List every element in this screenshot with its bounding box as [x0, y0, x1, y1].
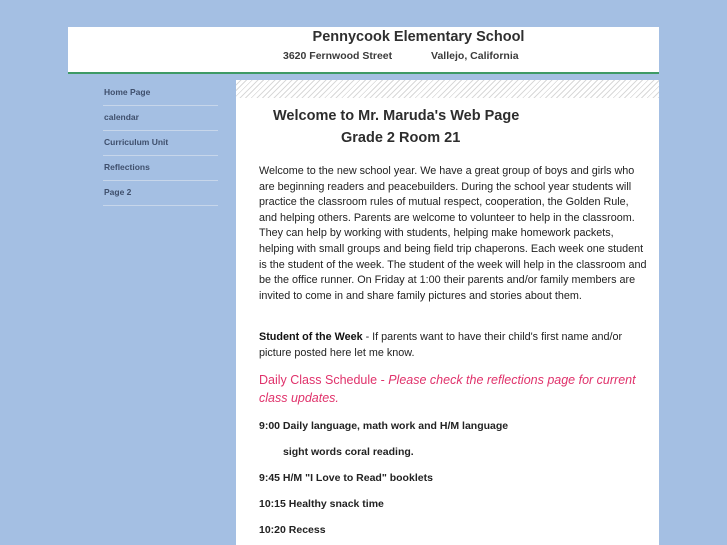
decorative-stripe-bar: [236, 80, 659, 98]
schedule-item: 9:45 H/M "I Love to Read" booklets: [259, 472, 433, 484]
schedule-heading: [259, 371, 649, 407]
intro-paragraph: Welcome to the new school year. We have a great group of boys and girls who are beginning readers and peacebuilders. During the school year students will practice the classroom rules of mutual respect, cooperation, the Golden Rule, and helping others. Parents are welcome to volunteer to help in the classroom. They can help by working with students, helping make homework packets, helping with small groups and being field trip chaperons. Each week one student is the student of the week. The student of the week will help in the classroom and be the office runner. On Friday at 1:00 their parents and/or family members are invited to come in and share family pictures and stories about them.: [259, 165, 647, 302]
nav-item-calendar[interactable]: calendar: [103, 106, 218, 131]
address-street: 3620 Fernwood Street: [283, 50, 393, 62]
address-city: Vallejo, California: [431, 50, 519, 62]
student-of-week-paragraph: [259, 330, 649, 361]
student-of-week-label: Student of the Week: [259, 331, 363, 343]
sidebar-nav: [103, 81, 218, 206]
nav-item-page-2[interactable]: Page 2: [103, 181, 218, 206]
site-header: [68, 27, 659, 74]
student-of-week-text: - If parents want to have their child's first name and/or picture posted here let me know.: [259, 331, 623, 359]
main-content: [236, 98, 659, 545]
page-subheading: Grade 2 Room 21: [341, 130, 461, 146]
schedule-item: 9:00 Daily language, math work and H/M language: [259, 420, 509, 432]
schedule-item: 10:15 Healthy snack time: [259, 498, 384, 510]
nav-item-home-page[interactable]: Home Page: [103, 81, 218, 106]
page-heading: Welcome to Mr. Maruda's Web Page: [273, 108, 520, 124]
site-title: Pennycook Elementary School: [312, 29, 525, 45]
schedule-item: sight words coral reading.: [283, 446, 414, 458]
nav-item-curriculum-unit[interactable]: Curriculum Unit: [103, 131, 218, 156]
schedule-note: Please check the reflections page for current class updates.: [259, 373, 636, 405]
school-address: [283, 50, 519, 62]
schedule-item: 10:20 Recess: [259, 524, 326, 536]
nav-item-reflections[interactable]: Reflections: [103, 156, 218, 181]
schedule-title: Daily Class Schedule -: [259, 373, 389, 387]
